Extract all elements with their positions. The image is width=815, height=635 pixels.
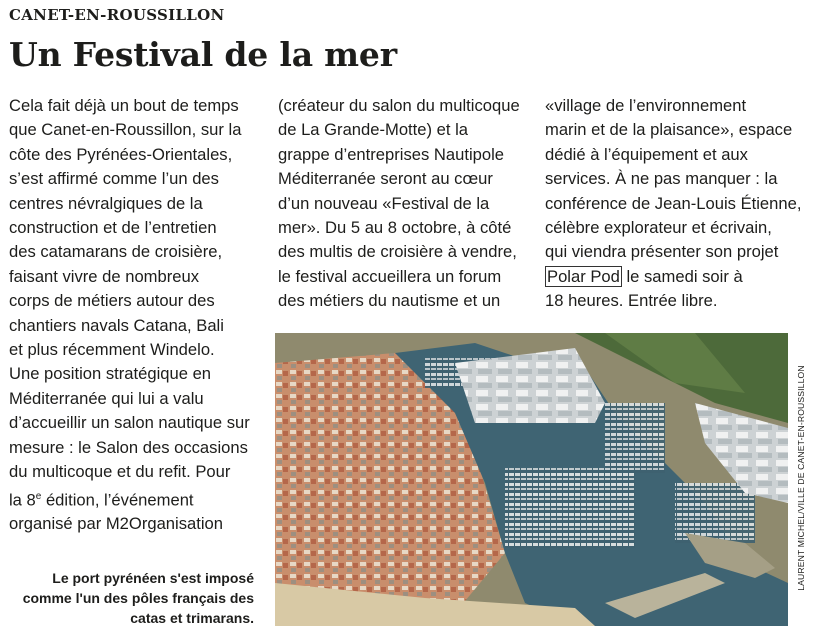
port-aerial-photo	[275, 333, 788, 626]
article-title: Un Festival de la mer	[9, 35, 397, 74]
body-line: construction et de l’entretien	[9, 218, 217, 238]
body-line: du multicoque et du refit. Pour	[9, 462, 231, 482]
polar-pod-highlight: Polar Pod	[547, 266, 620, 286]
body-line: de La Grande-Motte) et la	[278, 120, 469, 140]
body-line: qui viendra présenter son projet	[545, 242, 779, 262]
body-line: d’accueillir un salon nautique sur	[9, 413, 250, 433]
photo-credit: LAURENT MICHEL/VILLE DE CANET-EN-ROUSSILLON	[796, 365, 806, 591]
article-column-2	[278, 94, 533, 314]
body-line: organisé par M2Organisation	[9, 514, 223, 534]
kicker: CANET-EN-ROUSSILLON	[9, 6, 225, 24]
body-line: services. À ne pas manquer : la	[545, 169, 778, 189]
body-line: 18 heures. Entrée libre.	[545, 291, 718, 311]
edition-prefix: la 8	[9, 490, 36, 510]
body-line: s’est affirmé comme l’un des	[9, 169, 219, 189]
body-text: le samedi soir à	[621, 266, 743, 286]
body-line: que Canet-en-Roussillon, sur la	[9, 120, 242, 140]
body-line: Méditerranée seront au cœur	[278, 169, 493, 189]
body-line: conférence de Jean-Louis Étienne,	[545, 193, 802, 213]
body-line: côte des Pyrénées-Orientales,	[9, 144, 233, 164]
body-line: marin et de la plaisance», espace	[545, 120, 793, 140]
body-line: chantiers navals Catana, Bali	[9, 315, 224, 335]
body-line: corps de métiers autour des	[9, 291, 215, 311]
photo-caption: Le port pyrénéen s'est imposé comme l'un des pôles français des catas et trimarans.	[22, 570, 254, 626]
body-line: mesure : le Salon des occasions	[9, 437, 248, 457]
body-line: et plus récemment Windelo.	[9, 340, 215, 360]
aerial-photo-illustration	[275, 333, 788, 626]
body-line: Méditerranée qui lui a valu	[9, 388, 204, 408]
body-line: (créateur du salon du multicoque	[278, 96, 520, 115]
body-line: grappe d’entreprises Nautipole	[278, 144, 505, 164]
body-line: dédié à l’équipement et aux	[545, 144, 748, 164]
article-column-3	[545, 94, 800, 314]
edition-suffix: édition, l’événement	[41, 490, 194, 510]
edition-superscript: e	[35, 490, 42, 502]
body-line: Une position stratégique en	[9, 364, 212, 384]
body-line: des catamarans de croisière,	[9, 242, 223, 262]
body-line: «village de l’environnement	[545, 96, 747, 115]
body-line: Cela fait déjà un bout de temps	[9, 96, 239, 115]
body-line: célèbre explorateur et écrivain,	[545, 218, 772, 238]
body-line: faisant vivre de nombreux	[9, 266, 200, 286]
article-column-1	[9, 94, 264, 537]
body-line	[9, 485, 264, 513]
body-line	[545, 265, 800, 289]
body-line: d’un nouveau «Festival de la	[278, 193, 490, 213]
body-line: des multis de croisière à vendre,	[278, 242, 517, 262]
body-line: centres névralgiques de la	[9, 193, 203, 213]
body-line: mer». Du 5 au 8 octobre, à côté	[278, 218, 512, 238]
body-line: des métiers du nautisme et un	[278, 291, 501, 311]
body-line: le festival accueillera un forum	[278, 266, 502, 286]
